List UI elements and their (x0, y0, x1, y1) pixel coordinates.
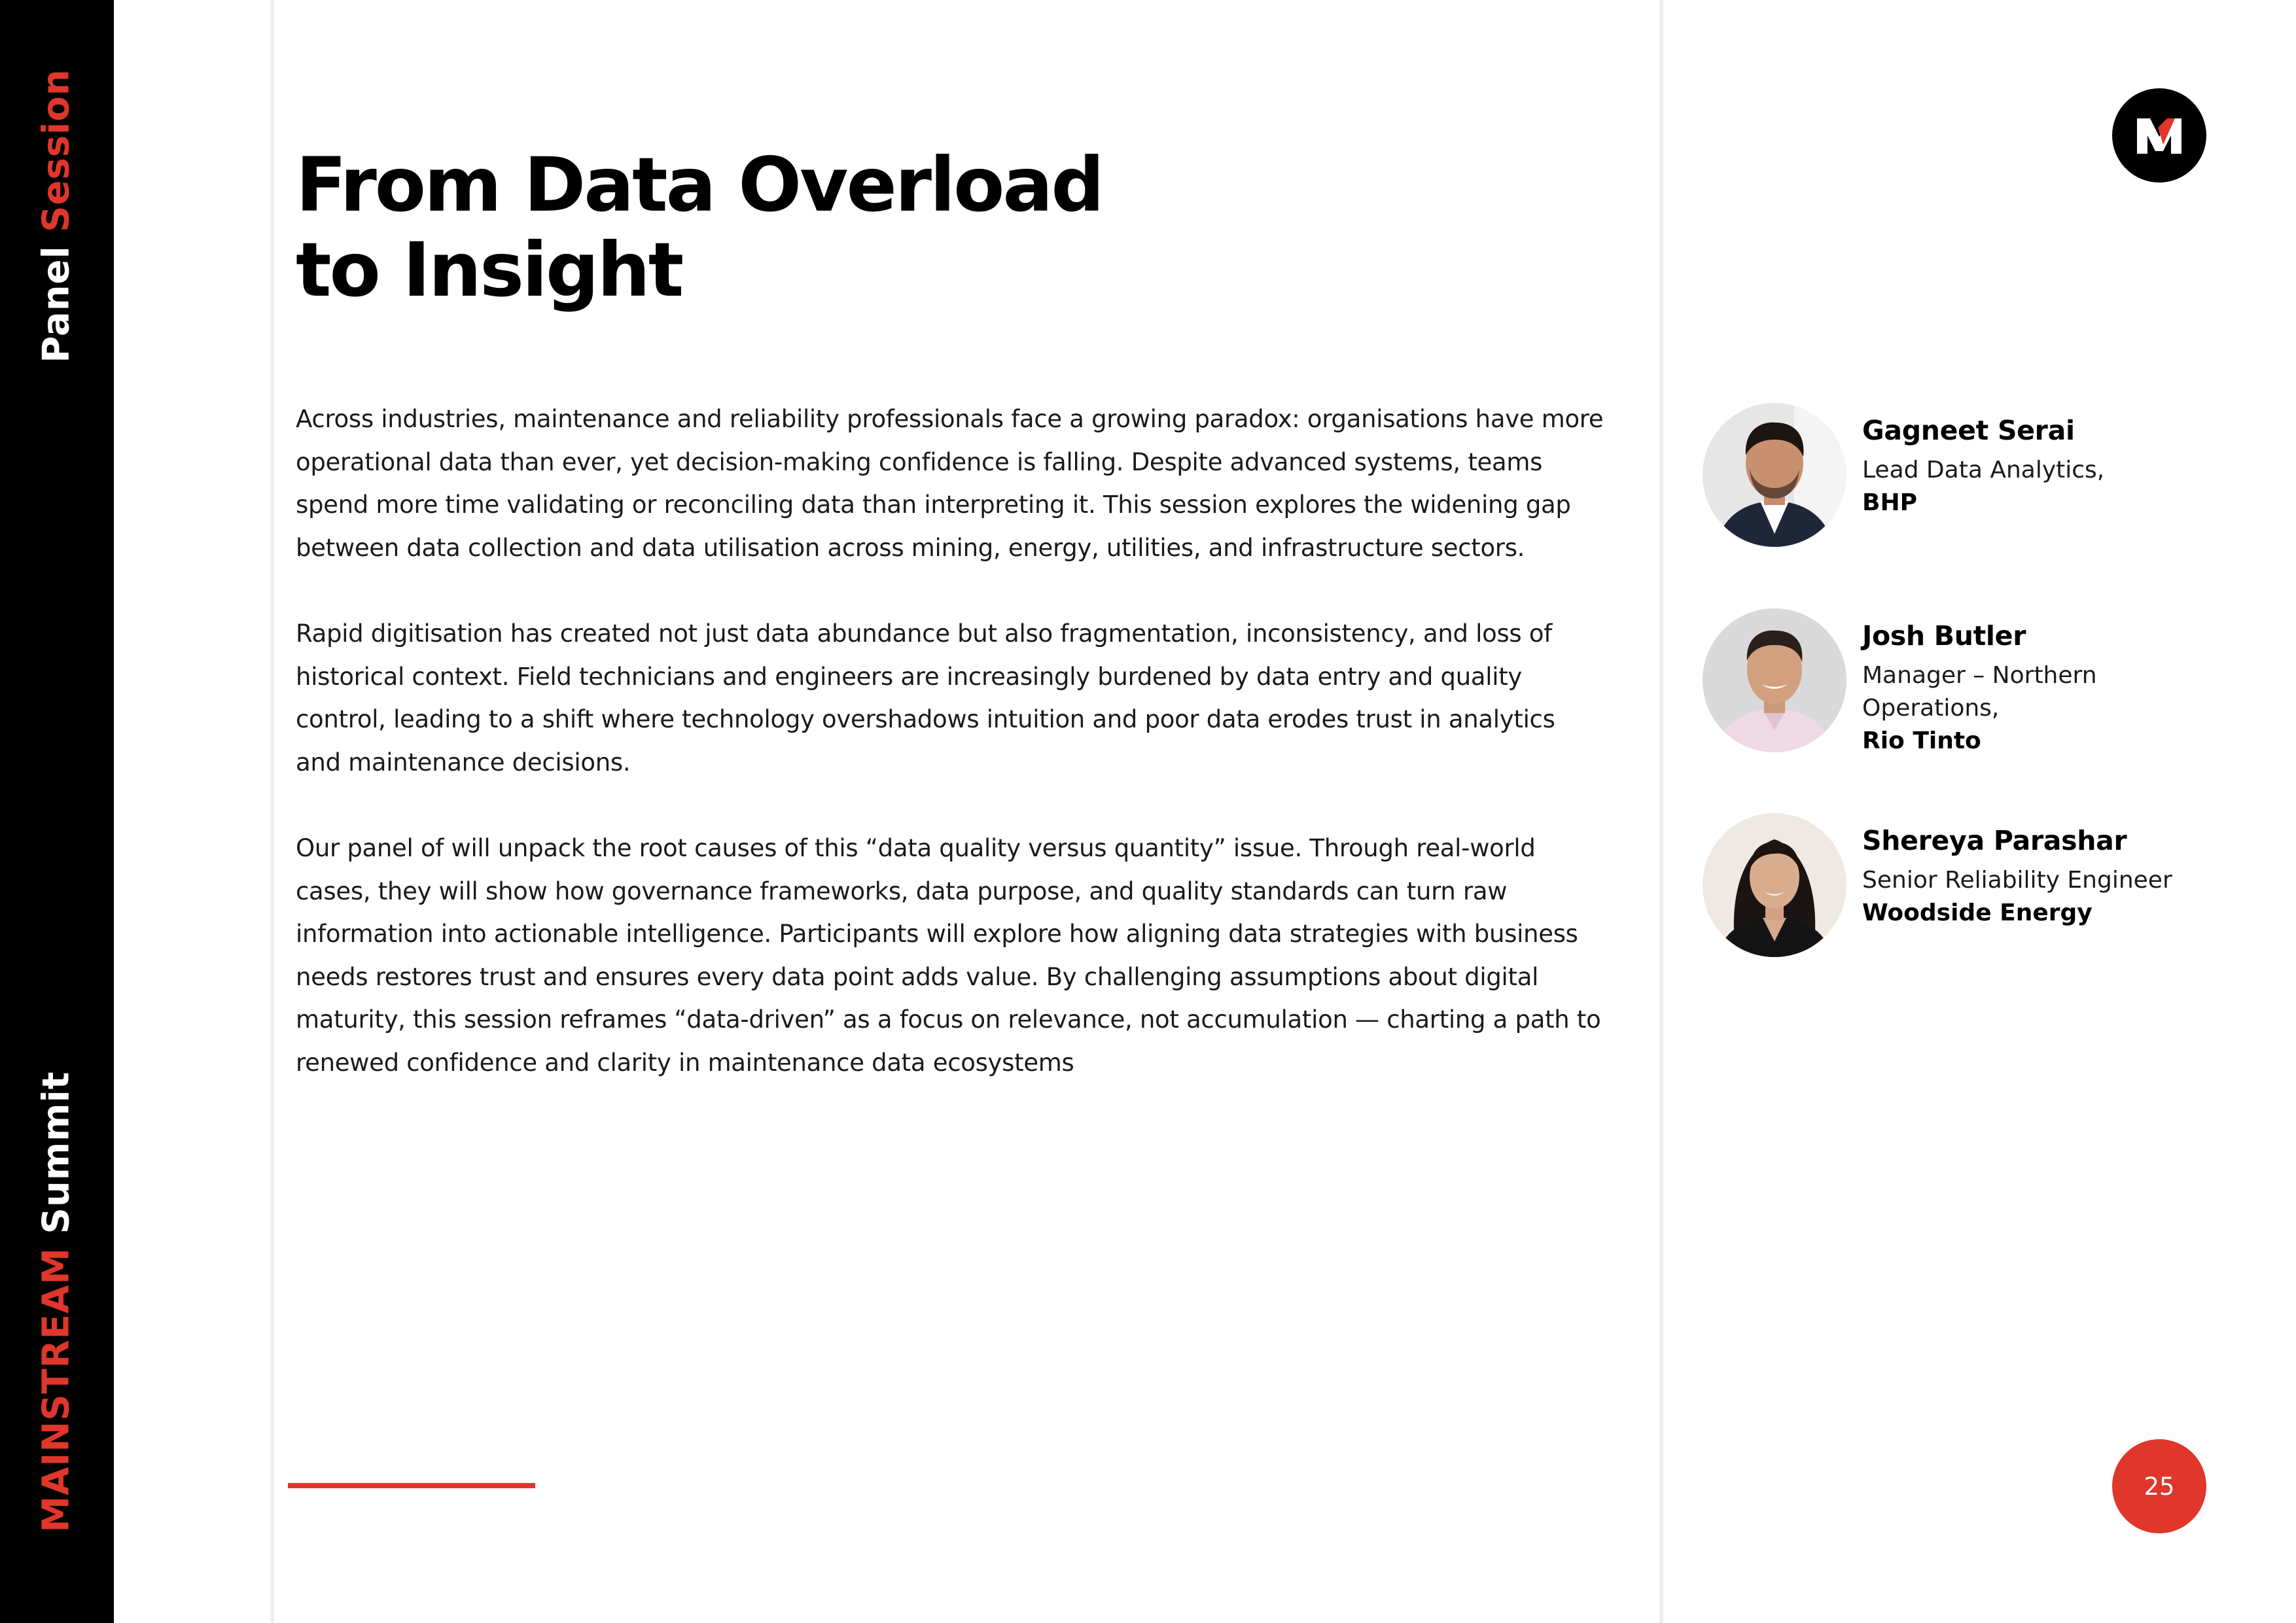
speaker-name: Shereya Parashar (1862, 825, 2127, 856)
speaker-avatar (1703, 813, 1846, 957)
event-name-label (18, 1060, 96, 1544)
event-brand-word: MAINSTREAM (35, 1247, 78, 1533)
speaker-avatar (1703, 403, 1846, 547)
speaker-name: Gagneet Serai (1862, 415, 2075, 446)
speaker-name: Josh Butler (1862, 620, 2026, 652)
title-line-2: to Insight (296, 226, 682, 313)
speaker-details (1862, 616, 2229, 758)
left-divider (270, 0, 274, 1623)
speaker-role: Manager – Northern Operations, (1862, 662, 2097, 722)
mainstream-logo-icon (2112, 88, 2206, 183)
session-description (296, 398, 1604, 1127)
title-line-1: From Data Overload (296, 141, 1103, 228)
speaker-role: Lead Data Analytics, (1862, 457, 2105, 483)
speaker-role: Senior Reliability Engineer (1862, 867, 2172, 894)
accent-rule (288, 1483, 535, 1488)
speaker-organisation: Woodside Energy (1862, 899, 2093, 926)
speaker-organisation: Rio Tinto (1862, 727, 1981, 754)
right-divider (1659, 0, 1663, 1623)
speaker-organisation: BHP (1862, 489, 1917, 516)
page-number-badge (2112, 1439, 2206, 1533)
brand-sidebar (0, 0, 114, 1623)
speaker-details (1862, 821, 2229, 930)
description-paragraph: Rapid digitisation has created not just data abundance but also fragmentation, inconsistency, and loss of historical context. Field technicians and engineers are increasingly burdened by data entry and quality control, leading to a shift where technology overshadows intuition and poor data erodes trust in analytics and maintenance decisions. (296, 620, 1555, 777)
session-type-word: Panel (35, 232, 79, 363)
session-type-accent-word: Session (35, 69, 79, 232)
event-type-word: Summit (35, 1071, 78, 1248)
speaker-details (1862, 411, 2229, 519)
description-paragraph: Across industries, maintenance and reliability professionals face a growing paradox: organisations have more operational data than ever, yet decision-making confidence is falling. Despite advanced systems, teams spend more time validating or reconciling data than interpreting it. This session explores the widening gap between data collection and data utilisation across mining, energy, utilities, and infrastructure sectors. (296, 405, 1604, 562)
description-paragraph: Our panel of will unpack the root causes of this “data quality versus quantity” issue. Through real-world cases, they will show how governance frameworks, data purpose, and quality standards can turn raw information into actionable intelligence. Participants will explore how aligning data strategies with business needs restores trust and ensures every data point adds value. By challenging assumptions about digital maturity, this session reframes “data-driven” as a focus on relevance, not accumulation — charting a path to renewed confidence and clarity in maintenance data ecosystems (296, 834, 1601, 1077)
page-title (296, 143, 1277, 313)
page-number: 25 (2144, 1472, 2175, 1501)
speaker-avatar (1703, 608, 1846, 752)
session-type-label (18, 65, 96, 366)
